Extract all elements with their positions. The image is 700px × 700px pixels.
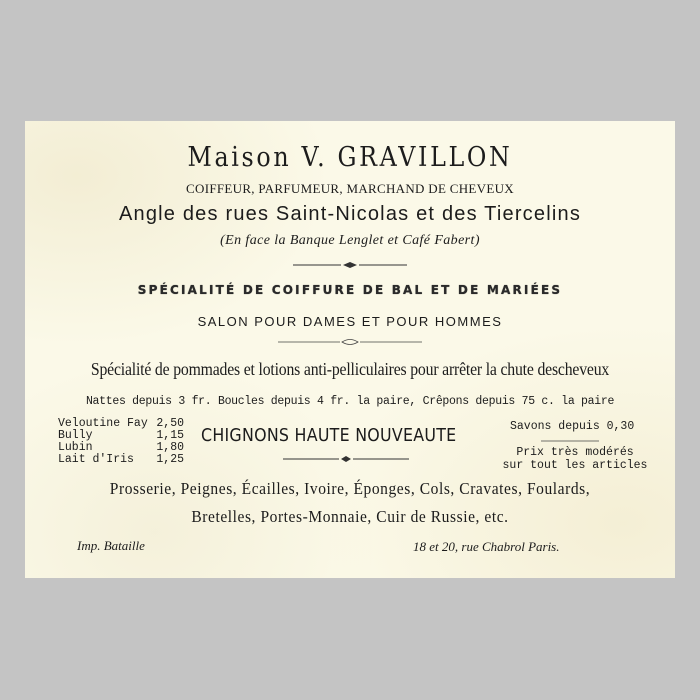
business-card — [25, 121, 675, 578]
printer-address: 18 et 20, rue Chabrol Paris. — [413, 539, 560, 554]
nattes-line: Nattes depuis 3 fr. Boucles depuis 4 fr. la paire, Crêpons depuis 75 c. la paire — [85, 395, 615, 408]
chignons-heading: CHIGNONS HAUTE NOUVEAUTE — [201, 425, 457, 446]
price-item-value: 1,80 — [156, 441, 184, 454]
trades-line: COIFFEUR, PARFUMEUR, MARCHAND DE CHEVEUX — [186, 181, 514, 196]
card-title: Maison V. GRAVILLON — [187, 142, 513, 173]
divider-ornament-1 — [293, 260, 407, 270]
articles-line-2: Bretelles, Portes-Monnaie, Cuir de Russie, etc. — [191, 507, 509, 526]
price-item-value: 2,50 — [156, 417, 184, 430]
specialite-coiffure: SPÉCIALITÉ DE COIFFURE DE BAL ET DE MARIÉES — [137, 283, 563, 297]
price-list — [58, 418, 184, 466]
pommades-line: Spécialité de pommades et lotions anti-pelliculaires pour arrêter la chute descheveux — [90, 359, 610, 379]
articles-line-1: Prosserie, Peignes, Écailles, Ivoire, Éponges, Cols, Cravates, Foulards, — [109, 479, 591, 498]
prix-note — [500, 446, 650, 472]
price-item-name: Lubin — [58, 441, 93, 454]
price-item-name: Lait d'Iris — [58, 453, 134, 466]
divider-ornament-2 — [278, 337, 422, 347]
divider-ornament-3 — [283, 454, 409, 464]
price-row — [58, 454, 184, 466]
price-item-value: 1,25 — [156, 453, 184, 466]
prix-line-1: Prix très modérés — [516, 446, 634, 459]
price-item-value: 1,15 — [156, 429, 184, 442]
printer-name: Imp. Bataille — [77, 538, 145, 553]
price-item-name: Bully — [58, 429, 93, 442]
divider-ornament-4 — [541, 436, 599, 446]
prix-line-2: sur tout les articles — [502, 459, 648, 472]
savons-line: Savons depuis 0,30 — [510, 420, 635, 433]
opposite-line: (En face la Banque Lenglet et Café Fabert) — [220, 233, 480, 248]
salon-line: SALON POUR DAMES ET POUR HOMMES — [197, 314, 503, 329]
address-line: Angle des rues Saint-Nicolas et des Tiercelins — [118, 203, 582, 225]
price-item-name: Veloutine Fay — [58, 417, 148, 430]
